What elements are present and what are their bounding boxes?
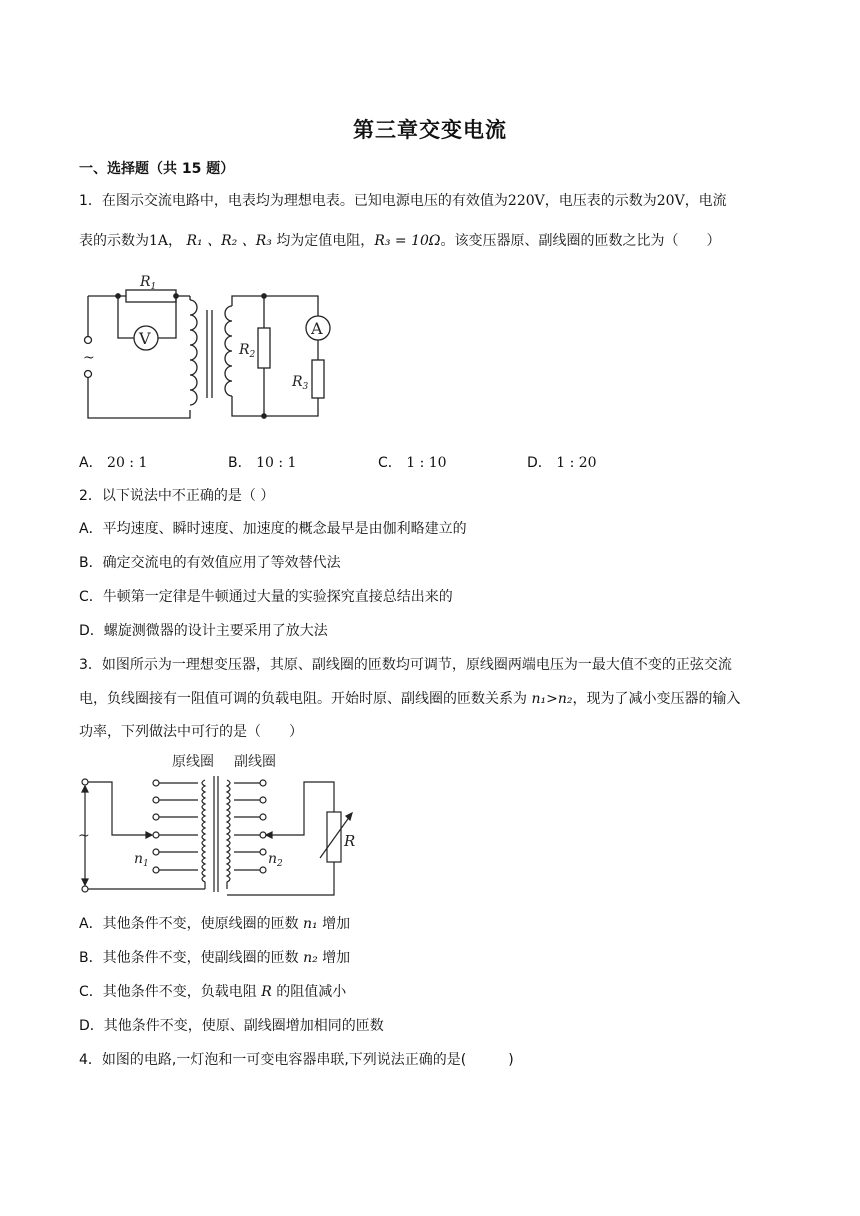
q1-stem-line2 — [79, 230, 721, 250]
q1-resistor-list: R₁ 、R₂ 、R₃ — [186, 233, 272, 249]
q2-option-b[interactable]: B．确定交流电的有效值应用了等效替代法 — [79, 555, 341, 571]
q3-option-b[interactable] — [79, 947, 350, 967]
r3-label: $R_3$ — [292, 374, 309, 392]
r2-label: $R_2$ — [239, 342, 256, 360]
option-text: D．其他条件不变，使原、副线圈增加相同的匝数 — [79, 1018, 384, 1034]
arrow-head — [146, 832, 152, 838]
ammeter-label: A — [311, 319, 323, 338]
q2-option-a[interactable]: A．平均速度、瞬时速度、加速度的概念最早是由伽利略建立的 — [79, 521, 467, 537]
resistor-r2 — [258, 328, 270, 368]
wire — [232, 296, 318, 316]
ac-source-symbol: ~ — [78, 828, 90, 844]
option-key: B． — [228, 455, 252, 471]
section-heading: 一、选择题（共 15 题） — [79, 161, 235, 177]
primary-coil — [190, 300, 197, 405]
option-text: B．其他条件不变，使副线圈的匝数 — [79, 950, 304, 966]
q1-source-voltage: 220V — [507, 193, 545, 209]
q1-text: 1．在图示交流电路中，电表均为理想电表。已知电源电压的有效值为 — [79, 193, 508, 209]
terminal — [85, 371, 92, 378]
q3-option-c[interactable] — [79, 981, 346, 1001]
q3-option-d[interactable] — [79, 1015, 384, 1035]
option-key: A． — [79, 455, 103, 471]
option-variable: R — [261, 984, 272, 1000]
variable-resistor — [327, 812, 341, 862]
input-terminal — [82, 779, 88, 785]
q1-text: ，电压表的示数为 — [544, 193, 657, 209]
primary-coil — [202, 780, 205, 889]
n2-label: $n_2$ — [268, 851, 283, 869]
q2-option-c[interactable]: C．牛顿第一定律是牛顿通过大量的实验探究直接总结出来的 — [79, 589, 453, 605]
primary-slider-wire — [88, 782, 150, 835]
terminal — [85, 337, 92, 344]
junction-dot — [262, 414, 266, 418]
q1-stem-line1 — [79, 190, 727, 210]
page-title: 第三章交变电流 — [353, 118, 507, 142]
q3-option-a[interactable] — [79, 913, 350, 933]
q3-turns-relation: n₁>n₂ — [531, 691, 573, 707]
secondary-slider-wire — [268, 782, 334, 835]
junction-dot — [262, 294, 266, 298]
arrow-head — [82, 786, 88, 792]
q1-text: ，电流 — [684, 193, 727, 209]
q1-ammeter-reading: 1A — [149, 233, 169, 249]
q2-option-d[interactable]: D．螺旋测微器的设计主要采用了放大法 — [79, 623, 328, 639]
n1-label: $n_1$ — [134, 851, 149, 869]
ac-source-symbol: ~ — [83, 350, 95, 366]
wire — [88, 378, 190, 418]
q3-stem-line3: 功率，下列做法中可行的是（ ） — [79, 724, 303, 740]
arrow-head — [346, 813, 352, 820]
option-value: 20 : 1 — [107, 455, 148, 471]
load-resistor-label: R — [344, 832, 356, 850]
arrow-head — [82, 879, 88, 885]
q2-stem: 2．以下说法中不正确的是（ ） — [79, 488, 275, 504]
option-value: 10 : 1 — [256, 455, 297, 471]
q1-voltmeter-reading: 20V — [656, 193, 685, 209]
q3-stem-line2 — [79, 688, 740, 708]
option-key: C． — [378, 455, 402, 471]
secondary-taps — [234, 780, 266, 873]
option-variable: n₂ — [303, 950, 318, 966]
secondary-coil-label: 副线圈 — [234, 754, 276, 770]
q1-option-a[interactable] — [79, 452, 147, 472]
q1-text: 均为定值电阻， — [276, 233, 375, 249]
secondary-coil — [227, 780, 230, 889]
secondary-coil — [225, 306, 232, 396]
q3-stem-line1: 3．如图所示为一理想变压器，其原、副线圈的匝数均可调节，原线圈两端电压为一最大值不变的正弦交流 — [79, 657, 732, 673]
option-variable: n₁ — [303, 916, 318, 932]
q4-stem: 4．如图的电路,一灯泡和一可变电容器串联,下列说法正确的是( ) — [79, 1052, 514, 1068]
q1-text: 表的示数为 — [79, 233, 149, 249]
q3-transformer-diagram — [72, 750, 372, 900]
q1-text: ， — [168, 233, 183, 249]
q1-option-d[interactable] — [527, 452, 597, 472]
q1-text: 。该变压器原、副线圈的匝数之比为（ ） — [440, 233, 721, 249]
option-text: A．其他条件不变，使原线圈的匝数 — [79, 916, 304, 932]
q3-text: ，现为了减小变压器的输入 — [572, 691, 741, 707]
option-text: 增加 — [317, 916, 351, 932]
q3-text: 电，负线圈接有一阻值可调的负载电阻。开始时原、副线圈的匝数关系为 — [79, 691, 532, 707]
q1-r3-value: R₃ = 10Ω — [374, 233, 441, 249]
wire — [232, 396, 318, 416]
resistor-r3 — [312, 360, 324, 398]
option-text: C．其他条件不变，负载电阻 — [79, 984, 262, 1000]
option-value: 1 : 10 — [406, 455, 447, 471]
voltmeter-label: V — [139, 329, 151, 348]
input-terminal — [82, 886, 88, 892]
q1-option-b[interactable] — [228, 452, 296, 472]
q1-option-c[interactable] — [378, 452, 447, 472]
option-text: 的阻值减小 — [271, 984, 347, 1000]
option-value: 1 : 20 — [556, 455, 597, 471]
option-text: 增加 — [317, 950, 351, 966]
r1-label: $R_1$ — [140, 274, 157, 292]
arrow-head — [266, 832, 272, 838]
primary-taps — [153, 780, 198, 873]
option-key: D． — [527, 455, 552, 471]
primary-coil-label: 原线圈 — [172, 754, 214, 770]
q1-circuit-diagram — [78, 270, 378, 430]
